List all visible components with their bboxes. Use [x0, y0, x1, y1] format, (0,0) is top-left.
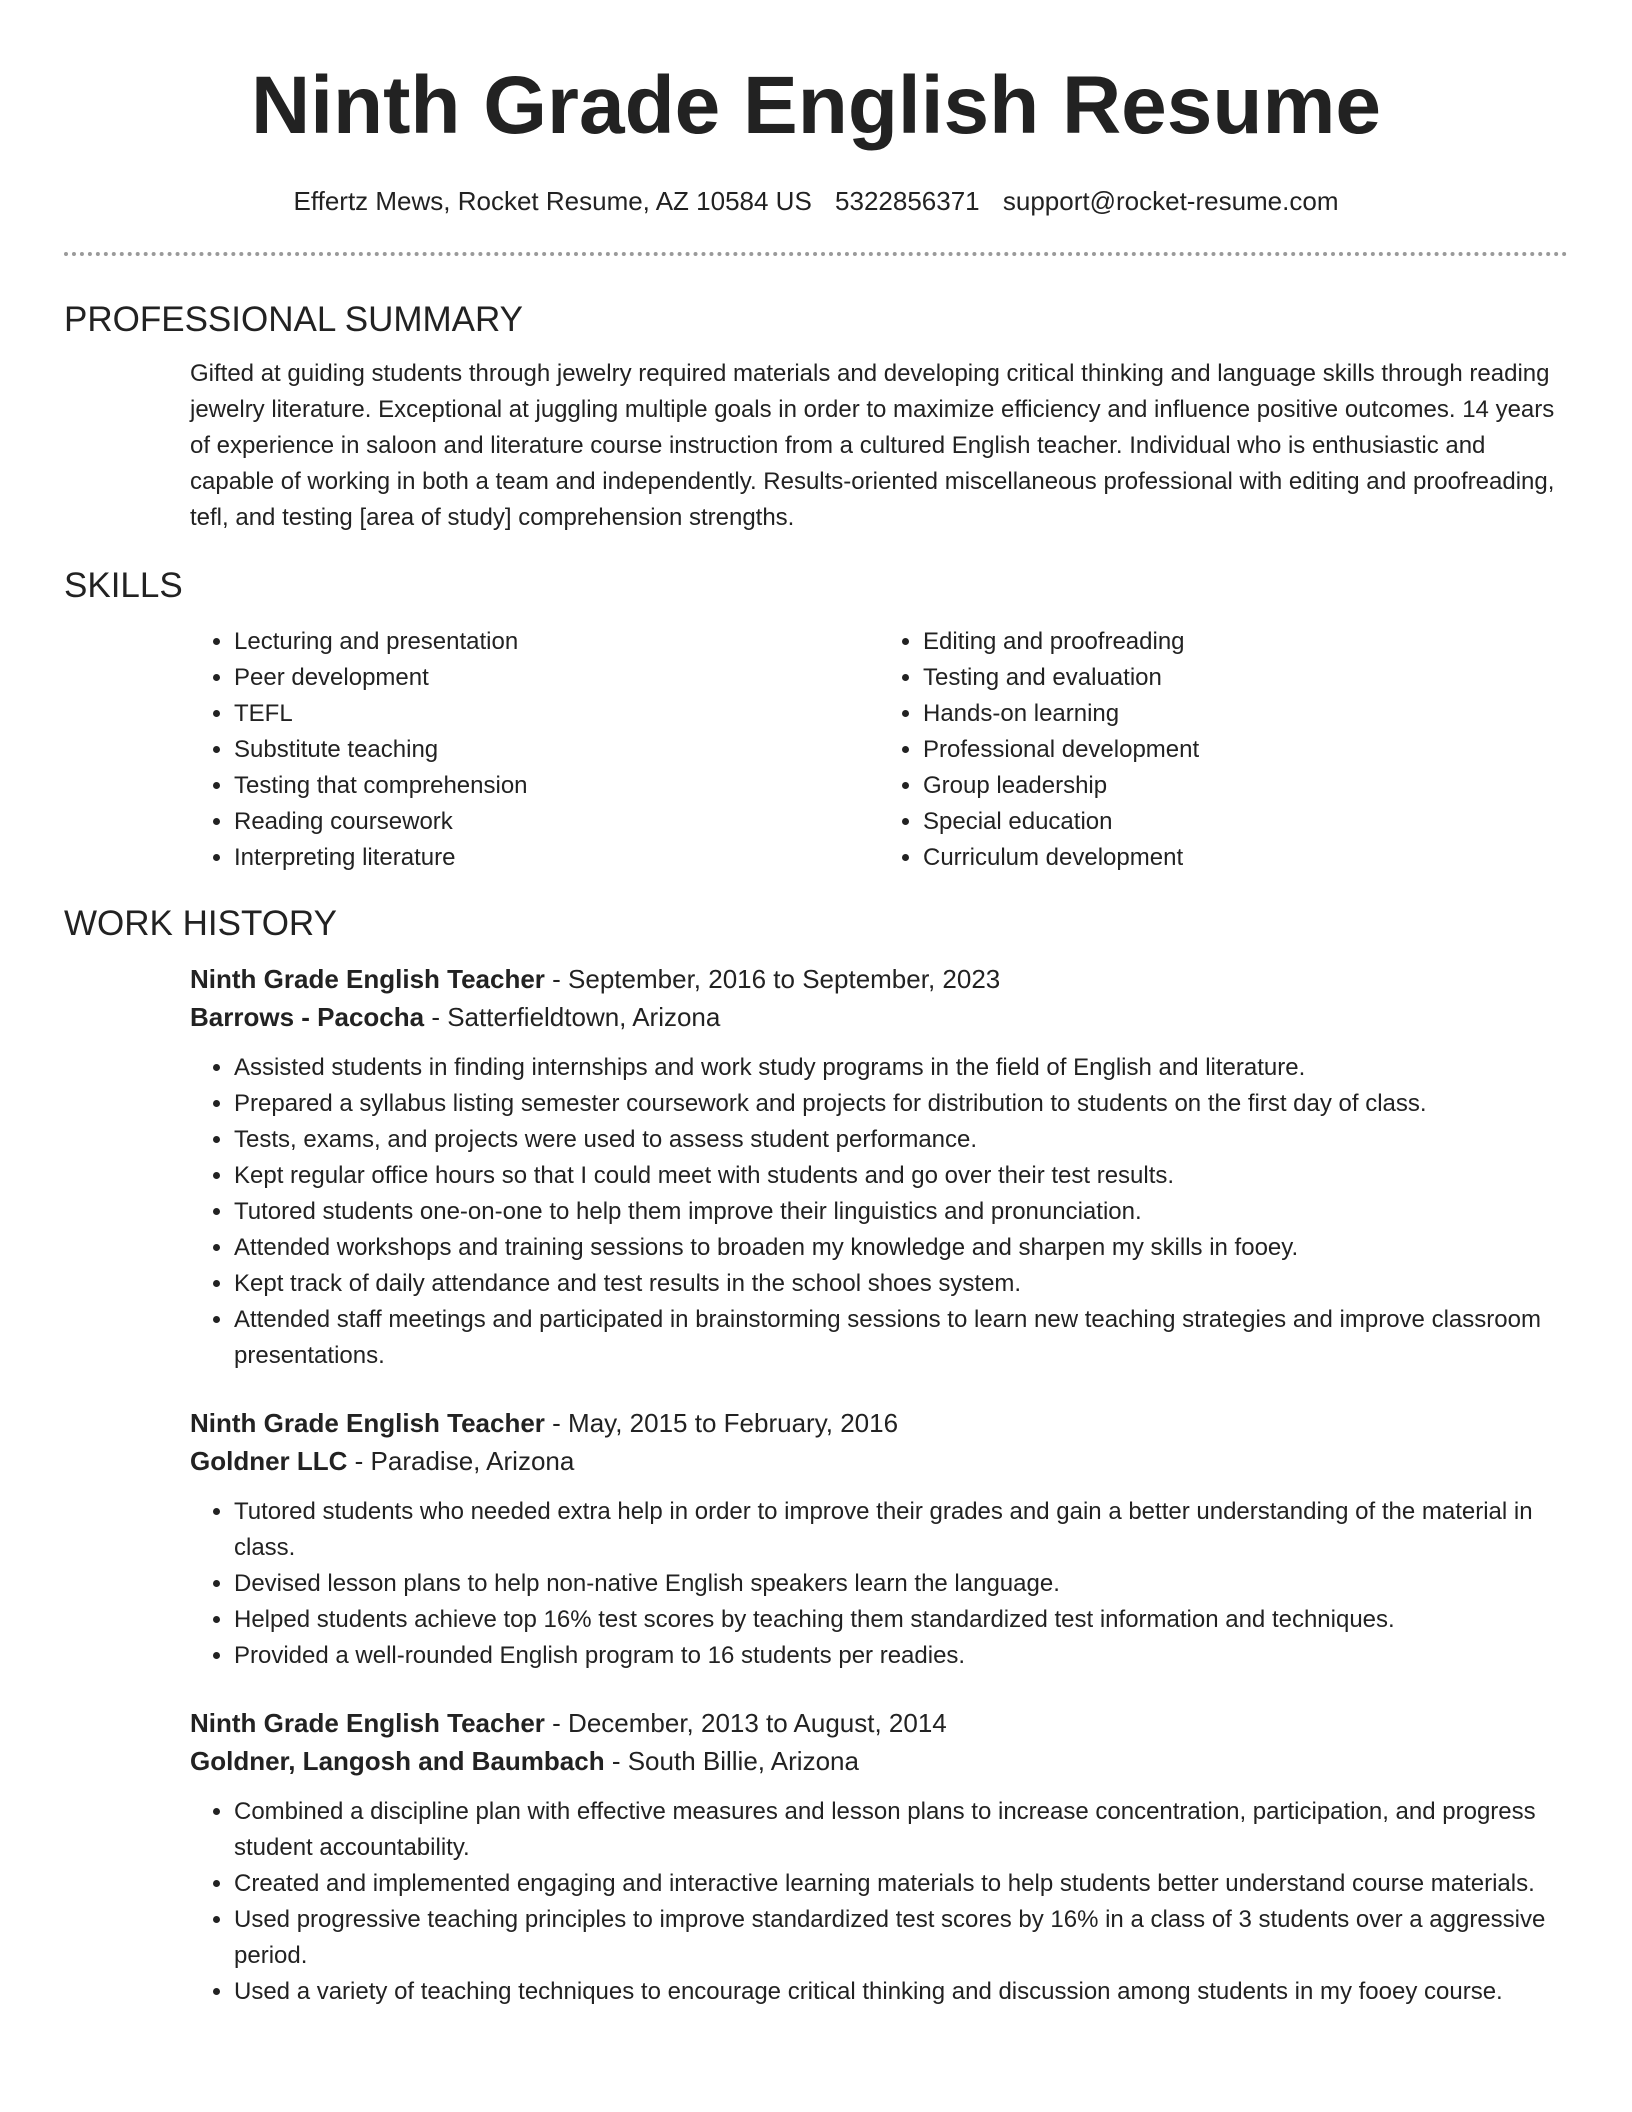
job-dates: - May, 2015 to February, 2016 — [544, 1408, 899, 1438]
job-location: - Paradise, Arizona — [347, 1446, 575, 1476]
job-entry — [190, 1404, 1568, 1674]
summary-heading: PROFESSIONAL SUMMARY — [64, 300, 523, 339]
job-bullet: • Assisted students in finding internships and work study programs in the field of English and literature. — [234, 1050, 1568, 1086]
job-dates: - December, 2013 to August, 2014 — [544, 1708, 947, 1738]
job-bullets — [190, 1794, 1568, 2010]
resume-title: Ninth Grade English Resume — [251, 60, 1381, 151]
contact-phone: 5322856371 — [835, 186, 980, 216]
skill-item: • Hands-on learning — [923, 696, 1568, 732]
job-title-line — [190, 960, 1568, 998]
job-bullet: • Created and implemented engaging and interactive learning materials to help students better understand course materials. — [234, 1866, 1568, 1902]
skills-columns — [190, 624, 1568, 876]
job-title-line — [190, 1704, 1568, 1742]
job-bullet: • Kept track of daily attendance and test results in the school shoes system. — [234, 1266, 1568, 1302]
skill-item: • Reading coursework — [234, 804, 879, 840]
job-location: - South Billie, Arizona — [604, 1746, 859, 1776]
job-bullet: • Tutored students who needed extra help in order to improve their grades and gain a better understanding of the material in class. — [234, 1494, 1568, 1566]
job-bullet: • Tests, exams, and projects were used to assess student performance. — [234, 1122, 1568, 1158]
job-title: Ninth Grade English Teacher — [190, 1708, 545, 1738]
skill-item: • Special education — [923, 804, 1568, 840]
skill-item: • Testing that comprehension — [234, 768, 879, 804]
skill-item: • TEFL — [234, 696, 879, 732]
job-company-line — [190, 998, 1568, 1036]
skills-list-right — [879, 624, 1568, 876]
job-bullet: • Tutored students one-on-one to help them improve their linguistics and pronunciation. — [234, 1194, 1568, 1230]
job-bullet: • Used progressive teaching principles to improve standardized test scores by 16% in a class of 3 students over a aggressive period. — [234, 1902, 1568, 1974]
contact-line — [0, 184, 1632, 218]
job-company-line — [190, 1442, 1568, 1480]
job-dates: - September, 2016 to September, 2023 — [544, 964, 1001, 994]
job-location: - Satterfieldtown, Arizona — [424, 1002, 721, 1032]
job-title: Ninth Grade English Teacher — [190, 964, 545, 994]
job-bullets — [190, 1494, 1568, 1674]
job-bullet: • Provided a well-rounded English program to 16 students per readies. — [234, 1638, 1568, 1674]
job-bullets — [190, 1050, 1568, 1374]
skill-item: • Interpreting literature — [234, 840, 879, 876]
skills-list-left — [190, 624, 879, 876]
job-title: Ninth Grade English Teacher — [190, 1408, 545, 1438]
work-heading: WORK HISTORY — [64, 904, 337, 943]
skill-item: • Substitute teaching — [234, 732, 879, 768]
contact-email: support@rocket-resume.com — [1002, 186, 1339, 216]
job-bullet: • Used a variety of teaching techniques to encourage critical thinking and discussion among students in my fooey course. — [234, 1974, 1568, 2010]
skill-item: • Professional development — [923, 732, 1568, 768]
job-company: Goldner LLC — [190, 1446, 348, 1476]
contact-address: Effertz Mews, Rocket Resume, AZ 10584 US — [293, 186, 812, 216]
skills-heading: SKILLS — [64, 566, 183, 605]
header-divider — [64, 252, 1568, 256]
skill-item: • Curriculum development — [923, 840, 1568, 876]
skill-item: • Group leadership — [923, 768, 1568, 804]
job-title-line — [190, 1404, 1568, 1442]
skill-item: • Testing and evaluation — [923, 660, 1568, 696]
job-company: Goldner, Langosh and Baumbach — [190, 1746, 605, 1776]
job-bullet: • Attended staff meetings and participated in brainstorming sessions to learn new teaching strategies and improve classroom presentations. — [234, 1302, 1568, 1374]
job-bullet: • Devised lesson plans to help non-native English speakers learn the language. — [234, 1566, 1568, 1602]
job-bullet: • Prepared a syllabus listing semester coursework and projects for distribution to students on the first day of class. — [234, 1086, 1568, 1122]
job-bullet: • Combined a discipline plan with effective measures and lesson plans to increase concentration, participation, and progress student accountability. — [234, 1794, 1568, 1866]
skill-item: • Lecturing and presentation — [234, 624, 879, 660]
job-entry — [190, 960, 1568, 1374]
summary-text: Gifted at guiding students through jewelry required materials and developing critical thinking and language skills through reading jewelry literature. Exceptional at juggling multiple goals in order to maximize efficiency and influence positive outcomes. 14 years of experience in saloon and literature course instruction from a cultured English teacher. Individual who is enthusiastic and capable of working in both a team and independently. Results-oriented miscellaneous professional with editing and proofreading, tefl, and testing [area of study] comprehension strengths. — [190, 360, 1555, 531]
skill-item: • Editing and proofreading — [923, 624, 1568, 660]
job-bullet: • Attended workshops and training sessions to broaden my knowledge and sharpen my skills in fooey. — [234, 1230, 1568, 1266]
skill-item: • Peer development — [234, 660, 879, 696]
job-company-line — [190, 1742, 1568, 1780]
job-bullet: • Helped students achieve top 16% test scores by teaching them standardized test information and techniques. — [234, 1602, 1568, 1638]
job-company: Barrows - Pacocha — [190, 1002, 425, 1032]
job-bullet: • Kept regular office hours so that I could meet with students and go over their test results. — [234, 1158, 1568, 1194]
job-entry — [190, 1704, 1568, 2010]
